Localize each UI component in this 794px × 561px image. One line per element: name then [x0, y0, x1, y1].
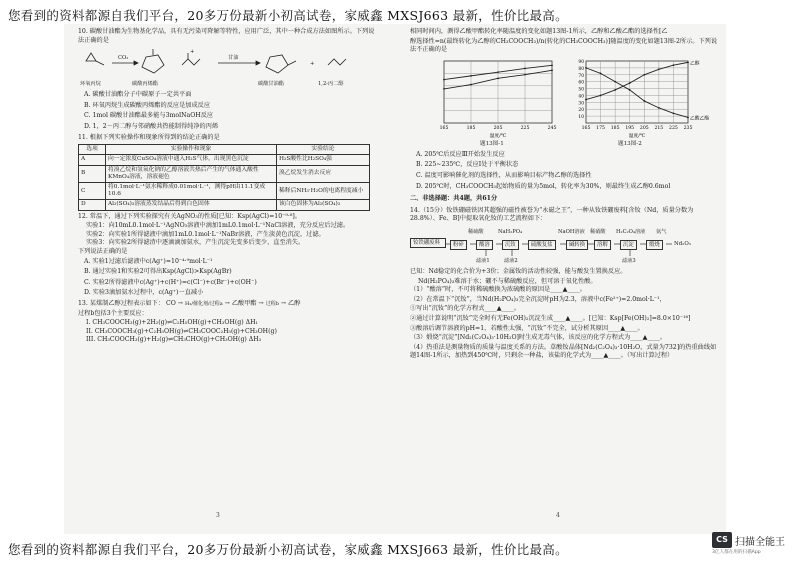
data-point	[643, 74, 645, 76]
flow-label-filtrate-3: 滤液3	[622, 257, 636, 264]
x-tick-label: 175	[596, 125, 605, 131]
data-point	[600, 72, 602, 74]
data-point	[470, 83, 472, 85]
q13-option-a: A. 205℃后反应Ⅲ开始发生反应	[416, 150, 505, 158]
q14-part-2-3: ③酸溶后调节溶液的pH=1，若酸性太强，“沉钕”不完全，试分析其原因____▲____。	[410, 324, 644, 332]
data-point	[687, 61, 689, 63]
flow-box-double-salt: 硫酸复盐	[528, 240, 556, 250]
top-banner-text: 您看到的资料都源自我们平台，20多万份最新小初高试卷，家威鑫 MXSJ663 最新，性价比最高。	[8, 8, 568, 23]
data-point	[524, 74, 526, 76]
q12-exp-2: 实验2：向实验1所得滤液中滴加1mL0.1mol·L⁻¹NaBr溶液，产生淡黄色沉淀，过滤。	[86, 230, 325, 238]
x-tick-label: 165	[581, 125, 591, 131]
q14-part-1: （1）“酸溶”时，不可将稀硫酸换为浓硫酸的原因是____▲____。	[410, 286, 586, 294]
q13-reactions-intro: 过程b包括3个主要反应：	[78, 309, 148, 317]
table-cell-operation: 将溴乙烷和氢氧化钠的乙醇溶液共热后产生的气体通入酸性KMnO₄溶液，溶液褪色	[106, 165, 277, 182]
reaction-scheme-graphic	[78, 47, 378, 89]
x-tick-label: 205	[639, 125, 649, 131]
y-tick-label: 40	[578, 94, 584, 100]
data-point	[443, 78, 445, 80]
data-point	[497, 71, 499, 73]
flow-label-argon: 氩气	[656, 228, 667, 235]
x-axis-label: 温度/℃	[628, 133, 646, 139]
data-point	[658, 68, 660, 70]
data-point	[614, 89, 616, 91]
data-point	[470, 75, 472, 77]
right-page-number: 4	[556, 512, 560, 519]
bottom-banner-text: 您看到的资料都源自我们平台，20多万份最新小初高试卷，家威鑫 MXSJ663 最新，性价比最高。	[8, 542, 568, 557]
q14-known-1: 已知：Nd稳定的化合价为+3价；金属钕的活动性较强，能与酸发生置换反应。	[410, 267, 627, 275]
q13-reaction-2: II. CH₃COOCH₃(g)+C₂H₅OH(g)⇌CH₃COOC₂H₅(g)+CH₃OH(g)	[86, 327, 277, 335]
flow-box-calcine: 煅烧	[646, 240, 663, 250]
left-page-number: 3	[216, 512, 220, 519]
x-tick-label: 245	[547, 125, 557, 131]
table-cell-option: A	[79, 155, 106, 165]
data-point	[614, 81, 616, 83]
data-point	[687, 116, 689, 118]
table-header-option: 选项	[79, 145, 106, 155]
q12-prompt: 下列说法正确的是	[78, 247, 128, 255]
data-point	[658, 107, 660, 109]
q11-title: 11. 根据下列实验操作和现象所得到的结论正确的是	[78, 133, 220, 141]
q12-title: 12. 常温下，通过下列实验探究有关AgNO₃的性质[已知：Ksp(AgCl)=10⁻⁹·⁸]。	[78, 212, 301, 220]
table-cell-operation: Al₂(SO₄)₃溶液蒸发结晶后得到白色固体	[106, 200, 277, 210]
table-cell-conclusion: 稀释后NH₃·H₂O的电离程度减小	[277, 182, 370, 199]
q13-process-step-b: 过程b	[265, 300, 279, 307]
flow-box-crush: 粉碎	[450, 240, 467, 250]
q13-reaction-1: I. CH₃COOCH₃(g)+2H₂(g)⇌C₂H₅OH(g)+CH₃OH(g) ΔH₁	[86, 319, 258, 327]
data-point	[585, 98, 587, 100]
q13-process-ester: 乙酸甲酯	[231, 299, 257, 307]
q12-exp-1: 实验1：向10mL0.1mol·L⁻¹AgNO₃溶液中滴加1mL0.1mol·L⁻¹NaCl溶液，充分反应后过滤。	[86, 222, 350, 230]
data-point	[524, 67, 526, 69]
q14-known-2: Nd(H₂PO₄)₃难溶于水；硼不与稀硫酸反应，但可溶于氧化性酸。	[418, 277, 597, 285]
q12-option-a: A. 实验1过滤后滤液中c(Ag⁺)=10⁻⁴·⁹mol·L⁻¹	[84, 257, 213, 265]
table-header-conclusion: 实验结论	[277, 145, 370, 155]
q12-option-b: B. 通过实验1和实验2可得出Ksp(AgCl)>Ksp(AgBr)	[84, 268, 232, 276]
y-tick-label: 10	[578, 114, 584, 120]
data-point	[673, 64, 675, 66]
chart-2-caption: 题13图-2	[618, 140, 642, 147]
plus-sign: +	[190, 49, 195, 56]
chart-1	[428, 57, 558, 139]
q13-option-b: B. 225~235℃，反应Ⅰ处于平衡状态	[416, 161, 519, 169]
propanediol-label: 1,2-丙二醇	[318, 81, 344, 88]
q12-option-c: C. 实验2所得滤液中c(Ag⁺)+c(H⁺)=c(Cl⁻)+c(Br⁻)+c(OH⁻)	[84, 278, 257, 286]
q13-intro-line-2: 醇选择性=n(最终转化为乙醇的CH₃COOCH₃)/n(转化的CH₃COOCH₃)]随温度的变化如题13图-2所示。下列说法不正确的是	[410, 37, 718, 54]
epoxide-label: 环氧丙烷	[80, 81, 101, 88]
q10-option-c: C. 1mol 碳酸甘油酯最多能与3molNaOH反应	[84, 112, 214, 120]
table-cell-option: C	[79, 182, 106, 199]
section-title: 二、非选择题：共4题，共61分	[410, 195, 498, 203]
x-tick-label: 185	[610, 125, 620, 131]
q10-title: 10. 碳酸甘油酯为生物基化学品，具有无污染可降解等特性，应用广泛，其中一种合成方法如图所示。下列说法正确的是	[78, 28, 375, 44]
q10-reaction-scheme	[78, 47, 378, 89]
y-tick-label: 90	[578, 59, 584, 65]
y-tick-label: 30	[578, 101, 584, 107]
legend-ethanol: 乙醇	[690, 61, 700, 67]
table-row	[79, 165, 370, 182]
table-cell-option: D	[79, 200, 106, 210]
flow-box-scrap: 钕铁硼废料	[410, 238, 446, 248]
co2-label: CO₂	[118, 55, 129, 62]
q14-part-3: （3）煅烧“沉淀”[Nd₂(C₂O₄)₃·10H₂O]时生成无毒气体，该反应的化学方程式为____▲____。	[410, 334, 667, 342]
table-cell-conclusion: 溴乙烷发生消去反应	[277, 165, 370, 182]
camscanner-logo-icon: CS	[712, 532, 732, 548]
data-point	[629, 82, 631, 84]
q13-intro-line-1: 相同时间内，测得乙酸甲酯转化率随温度的变化如题13图-1所示，乙醇和乙酸乙酯的选择性[乙	[410, 28, 668, 35]
table-header-operation: 实验操作和现象	[106, 145, 277, 155]
right-column	[410, 28, 720, 362]
table-row	[79, 155, 370, 165]
left-column	[78, 28, 378, 345]
x-tick-label: 205	[493, 125, 503, 131]
data-point	[443, 88, 445, 90]
glycerol-carbonate-label: 碳酸甘油酯	[258, 81, 284, 88]
flow-label-filtrate-2: 滤液2	[504, 257, 518, 264]
q13-charts	[410, 57, 720, 149]
plus-sign-2: +	[310, 61, 315, 68]
y-tick-label: 70	[578, 73, 584, 79]
flow-box-precipitate: 沉淀	[620, 240, 637, 250]
y-tick-label: 50	[578, 87, 584, 93]
data-point	[673, 112, 675, 114]
series-line-1	[586, 68, 688, 118]
q10-option-a: A. 碳酸甘油酯分子中碳原子一定共平面	[84, 91, 192, 99]
table-cell-conclusion: H₂S酸性比H₂SO₄强	[277, 155, 370, 165]
q14-intro: 14.（15分）钕铁硼磁铁因其超强的磁性被誉为“永磁之王”，一种从钕铁硼废料[含钕（Nd，质量分数为28.8%）、Fe、B]中提取氧化钕的工艺流程如下：	[410, 206, 694, 223]
flow-label-filtrate-1: 滤液1	[476, 257, 490, 264]
data-point	[497, 77, 499, 79]
flow-label-oxalic: H₂C₂O₄溶液	[616, 228, 646, 235]
flow-label-naoh: NaOH溶液	[558, 228, 585, 235]
table-cell-operation: 将0.1mol·L⁻¹氨水稀释成0.01mol·L⁻¹，测得pH由11.1变成10.6	[106, 182, 277, 199]
camscanner-tagline: 3亿人都在用的扫描App	[712, 550, 761, 555]
q14-part-2-1: ①写出“沉钕”的化学方程式____▲____。	[410, 305, 521, 313]
x-tick-label: 195	[625, 125, 635, 131]
q14-part-2-2: ②通过计算说明“沉钕”完全时有无Fe(OH)₂沉淀生成____▲____。[已知：Ksp[Fe(OH)₂]=8.0×10⁻¹⁶]	[410, 314, 691, 322]
data-point	[551, 69, 553, 71]
q11-experiment-table	[78, 144, 370, 210]
q13-title-text: 13. 某煤制乙醇过程表示如下：	[78, 299, 165, 307]
y-tick-label: 80	[578, 66, 584, 72]
q13-process-co: CO	[166, 299, 176, 307]
flow-box-dissolve: 溶解	[594, 240, 611, 250]
data-point	[585, 67, 587, 69]
q13-title: 13. 某煤制乙醇过程表示如下： CO → H₂/催化剂/过程a → 乙酸甲酯 → 过程b → 乙醇	[78, 299, 301, 307]
q13-option-d: D. 205℃时，CH₃COOCH₃起始物质的量为5mol，转化率为30%，则最终生成乙醇0.6mol	[416, 182, 671, 190]
glycerol-label: 甘油	[228, 55, 239, 62]
y-tick-label: 20	[578, 108, 584, 114]
chart-2	[570, 57, 710, 139]
q14-part-2: （2）在常温下“沉钕”，当Nd(H₂PO₄)₃完全沉淀时pH为2.3，溶液中c(Fe²⁺)=2.0mol·L⁻¹，	[410, 295, 666, 303]
q12-option-d: D. 实验3滴加氨水过程中，c(Ag⁺)一直减小	[84, 289, 204, 297]
q13-process-step-a: H₂/催化剂/过程a	[184, 300, 223, 307]
flow-label-nah2po4: NaH₂PO₄	[498, 228, 523, 235]
q13-process-ethanol: 乙醇	[288, 299, 301, 307]
data-point	[600, 94, 602, 96]
flow-box-alkali: 碱转换	[566, 240, 588, 250]
q10-option-d: D. 1，2－丙二醇与邻硝酸共热能制得纯净的丙烯	[84, 122, 219, 130]
q14-flowchart	[410, 226, 720, 266]
x-axis-label: 温度/℃	[489, 133, 507, 139]
x-tick-label: 185	[466, 125, 476, 131]
flow-label-hno3: 稀硝酸	[590, 228, 606, 235]
legend-ethyl-acetate: 乙酸乙酯	[690, 116, 710, 122]
table-row	[79, 182, 370, 199]
data-point	[629, 89, 631, 91]
x-tick-label: 235	[683, 125, 693, 131]
table-cell-operation: 向一定浓度CuSO₄溶液中通入H₂S气体，出现黑色沉淀	[106, 155, 277, 165]
q10-option-b: B. 环氧丙烷生成碳酸丙烯酯的反应是加成反应	[84, 101, 211, 109]
flow-box-precip-nd: 沉钕	[502, 240, 519, 250]
x-tick-label: 225	[520, 125, 530, 131]
propylene-carbonate-label: 碳酸丙烯酯	[132, 81, 158, 88]
table-row	[79, 200, 370, 210]
data-point	[643, 100, 645, 102]
q13-option-c: C. 温度可影响催化剂的选择性，从而影响目标产物乙醇的选择性	[416, 171, 592, 179]
y-tick-label: 60	[578, 80, 584, 86]
x-tick-label: 215	[654, 125, 664, 131]
q13-reaction-3: III. CH₃COOCH₃(g)+H₂(g)⇌CH₃CHO(g)+CH₃OH(g) ΔH₃	[86, 336, 262, 344]
data-point	[551, 64, 553, 66]
flow-box-acid: 酸溶	[476, 240, 493, 250]
flow-product: Nd₂O₃	[674, 240, 691, 247]
x-tick-label: 165	[439, 125, 449, 131]
flow-label-h2so4: 稀硫酸	[468, 228, 484, 235]
camscanner-name: 扫描全能王	[735, 537, 785, 548]
q14-part-4: （4）热重法是测量物质的质量与温度关系的方法。草酸钕晶体[Nd₂(C₂O₄)₃·10H₂O，式量为732]的热重曲线如题14图-1所示，加热到450℃时，只剩余一种盐，该盐的化学式为____▲____。（写出计算过程）	[410, 343, 717, 360]
x-tick-label: 225	[669, 125, 678, 131]
q12-exp-3: 实验3：向实验2所得滤渣中逐滴滴加氨水，产生沉淀先变多后变少，直至消失。	[86, 239, 305, 247]
chart-1-caption: 题13图-1	[480, 140, 504, 147]
table-cell-conclusion: 该白色固体为Al₂(SO₄)₃	[277, 200, 370, 210]
table-cell-option: B	[79, 165, 106, 182]
